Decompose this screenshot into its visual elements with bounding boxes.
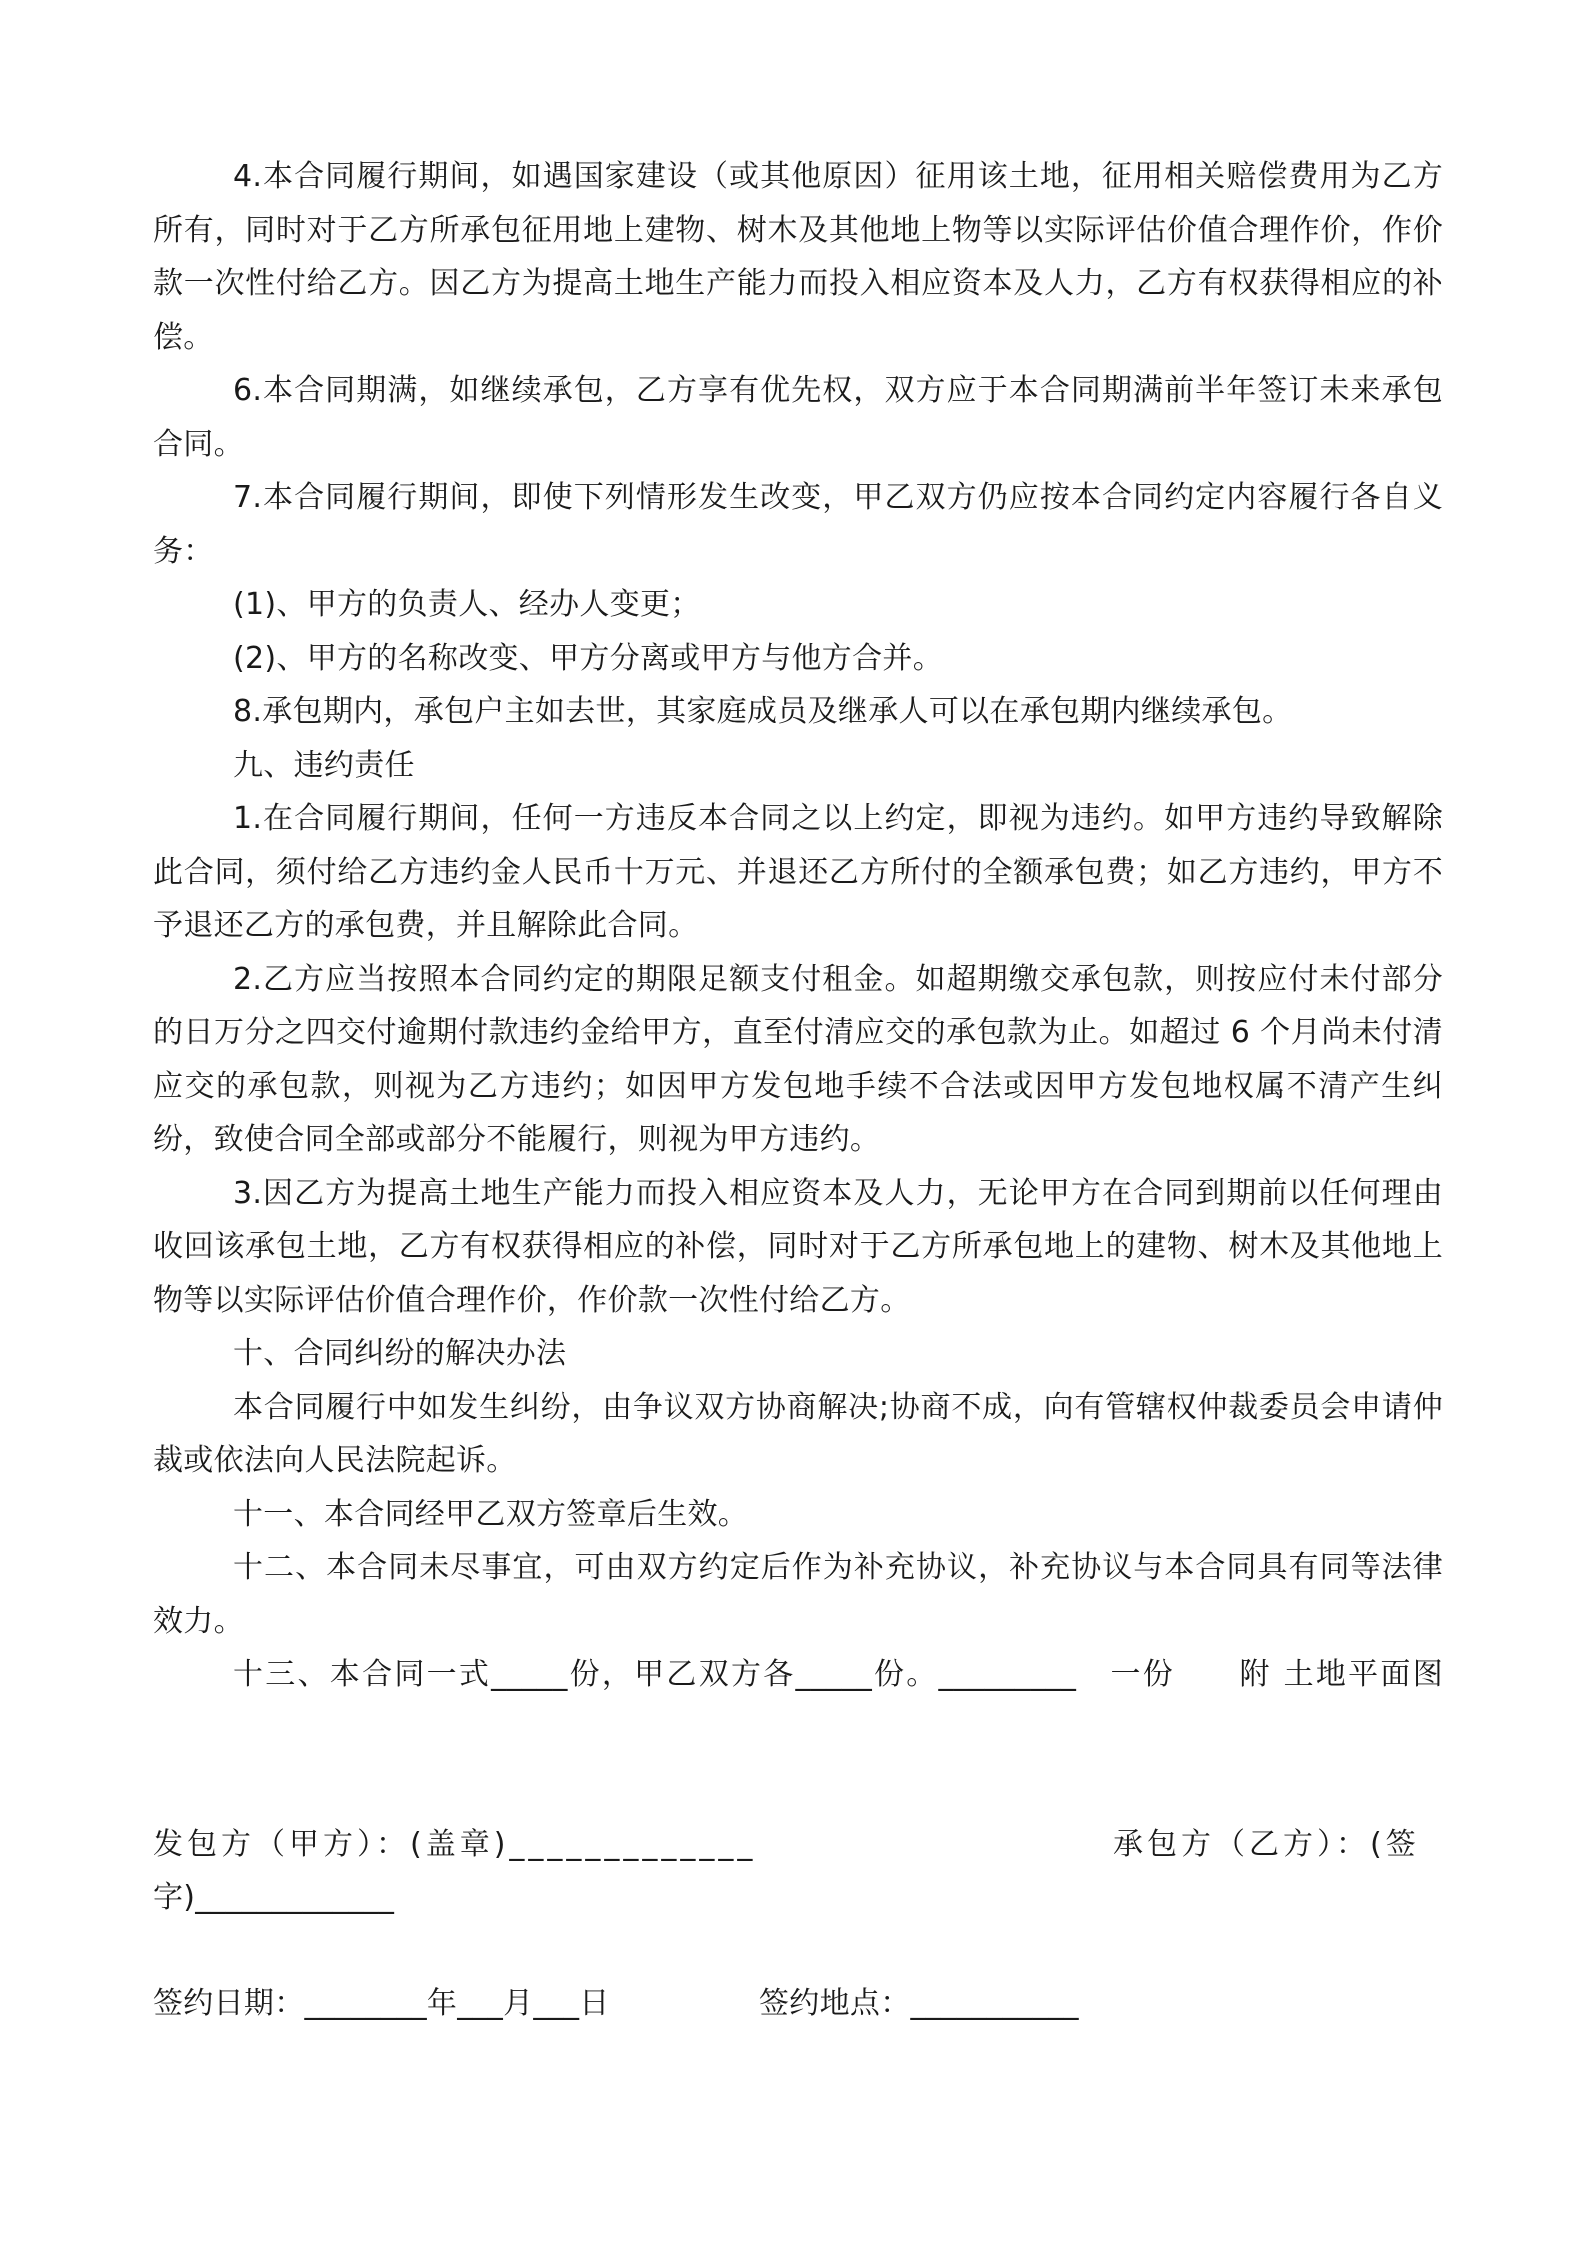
disputes-clause: 本合同履行中如发生纠纷，由争议双方协商解决;协商不成，向有管辖权仲裁委员会申请仲裁或依法向人民法院起诉。 [153, 1389, 1443, 1478]
breach-clause-3: 3.因乙方为提高土地生产能力而投入相应资本及人力，无论甲方在合同到期前以任何理由收回该承包土地，乙方有权获得相应的补偿，同时对于乙方所承包地上的建物、树木及其他地上物等以实际评估价值合理作价，作价款一次性付给乙方。 [153, 1175, 1443, 1318]
clause-8: 8.承包期内，承包户主如去世，其家庭成员及继承人可以在承包期内继续承包。 [233, 694, 1293, 729]
signing-place-line: 签约地点：___________ [759, 1986, 1079, 2021]
party-b-signature-line: 承包方（乙方）：(签 [1113, 1827, 1420, 1862]
clause-7: 7.本合同履行期间，即使下列情形发生改变，甲乙双方仍应按本合同约定内容履行各自义务： [153, 480, 1443, 569]
section-heading-breach: 九、违约责任 [233, 747, 415, 783]
section-supplementary: 十二、本合同未尽事宜，可由双方约定后作为补充协议，补充协议与本合同具有同等法律效力。 [153, 1550, 1443, 1639]
breach-clause-2: 2.乙方应当按照本合同约定的期限足额支付租金。如超期缴交承包款，则按应付未付部分的日万分之四交付逾期付款违约金给甲方，直至付清应交的承包款为止。如超过 6 个月尚未付清应交的承包款，则视为乙方违约；如因甲方发包地手续不合法或因甲方发包地权属不清产生纠纷，致使合同全部或部分不能履行，则视为甲方违约。 [153, 961, 1443, 1157]
signing-date-line: 签约日期：________年___月___日 [153, 1986, 610, 2021]
party-b-signature-continued: 字)_____________ [153, 1880, 395, 1915]
section-effective: 十一、本合同经甲乙双方签章后生效。 [233, 1496, 749, 1532]
contract-body [153, 150, 1443, 1702]
clause-4: 4.本合同履行期间，如遇国家建设（或其他原因）征用该土地，征用相关赔偿费用为乙方所有，同时对于乙方所承包征用地上建物、树木及其他地上物等以实际评估价值合理作价，作价款一次性付给乙方。因乙方为提高土地生产能力而投入相应资本及人力，乙方有权获得相应的补偿。 [153, 159, 1443, 355]
clause-7-item-2: (2)、甲方的名称改变、甲方分离或甲方与他方合并。 [233, 640, 943, 676]
clause-7-item-1: (1)、甲方的负责人、经办人变更； [233, 587, 701, 622]
section-copies: 十三、本合同一式_____份，甲乙双方各_____份。_________ 一份 附 土地平面图 [233, 1657, 1443, 1692]
breach-clause-1: 1.在合同履行期间，任何一方违反本合同之以上约定，即视为违约。如甲方违约导致解除此合同，须付给乙方违约金人民币十万元、并退还乙方所付的全额承包费；如乙方违约，甲方不予退还乙方的承包费，并且解除此合同。 [153, 801, 1443, 943]
party-a-signature-line: 发包方（甲方）：(盖章)_____________ [153, 1827, 757, 1862]
clause-6: 6.本合同期满，如继续承包，乙方享有优先权，双方应于本合同期满前半年签订未来承包合同。 [153, 373, 1443, 462]
section-heading-disputes: 十、合同纠纷的解决办法 [233, 1336, 567, 1371]
